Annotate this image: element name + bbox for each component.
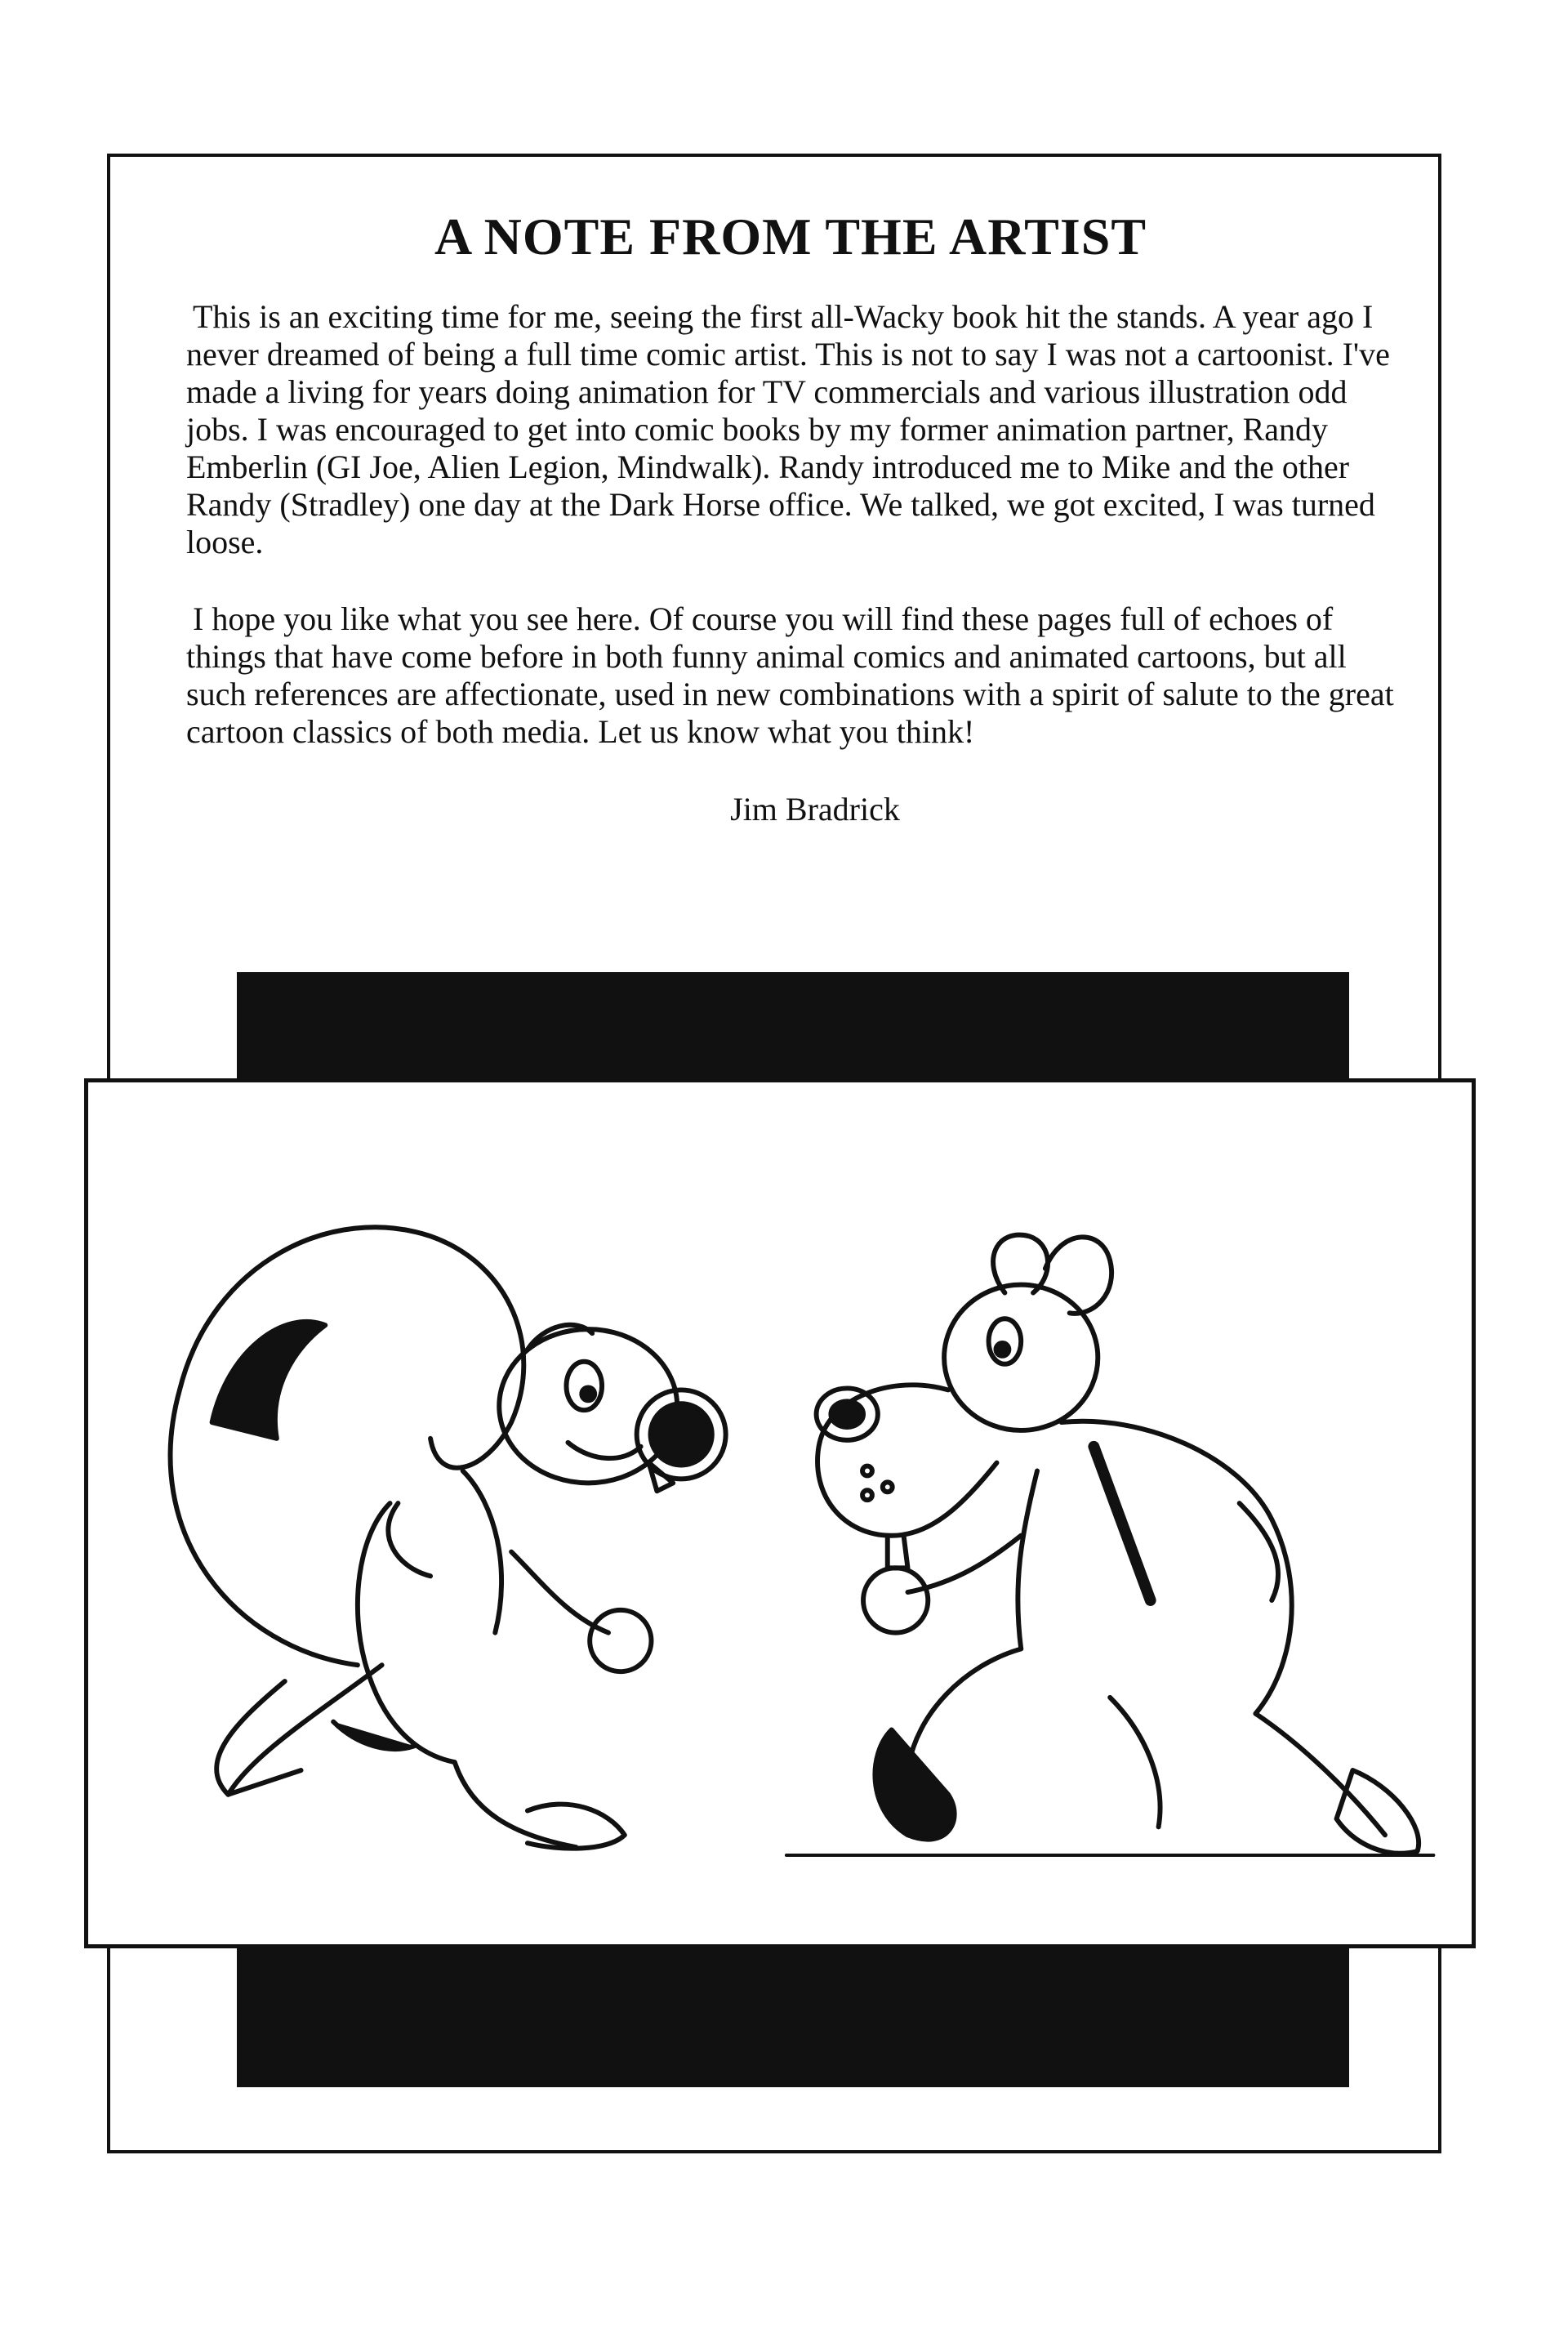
note-signature: Jim Bradrick xyxy=(730,791,900,828)
note-paragraph-2: I hope you like what you see here. Of course you will find these pages full of echoes of things that have come before in both funny animal comics and animated cartoons, but all such references are affectionate, used in new combinations with a spirit of salute to the great cartoon classics of both media. Let us know what you think! xyxy=(186,600,1394,751)
squirrel-character xyxy=(171,1227,726,1848)
gopher-character xyxy=(817,1235,1419,1854)
note-paragraph-1: This is an exciting time for me, seeing the first all-Wacky book hit the stands. A year ago I never dreamed of being a full time comic artist. This is not to say I was not a cartoonist. I've made a living for years doing animation for TV commercials and various illustration odd jobs. I was encouraged to get into comic books by my former animation partner, Randy Emberlin (GI Joe, Alien Legion, Mindwalk). Randy introduced me to Mike and the other Randy (Stradley) one day at the Dark Horse office. We talked, we got excited, I was turned loose. xyxy=(186,298,1390,561)
black-bar-bottom xyxy=(237,1948,1349,2087)
illustration-panel xyxy=(84,1078,1476,1948)
note-title: A NOTE FROM THE ARTIST xyxy=(434,207,1147,265)
artist-note xyxy=(186,208,1395,828)
cartoon-illustration xyxy=(88,1082,1472,1944)
black-bar-top xyxy=(237,972,1349,1086)
